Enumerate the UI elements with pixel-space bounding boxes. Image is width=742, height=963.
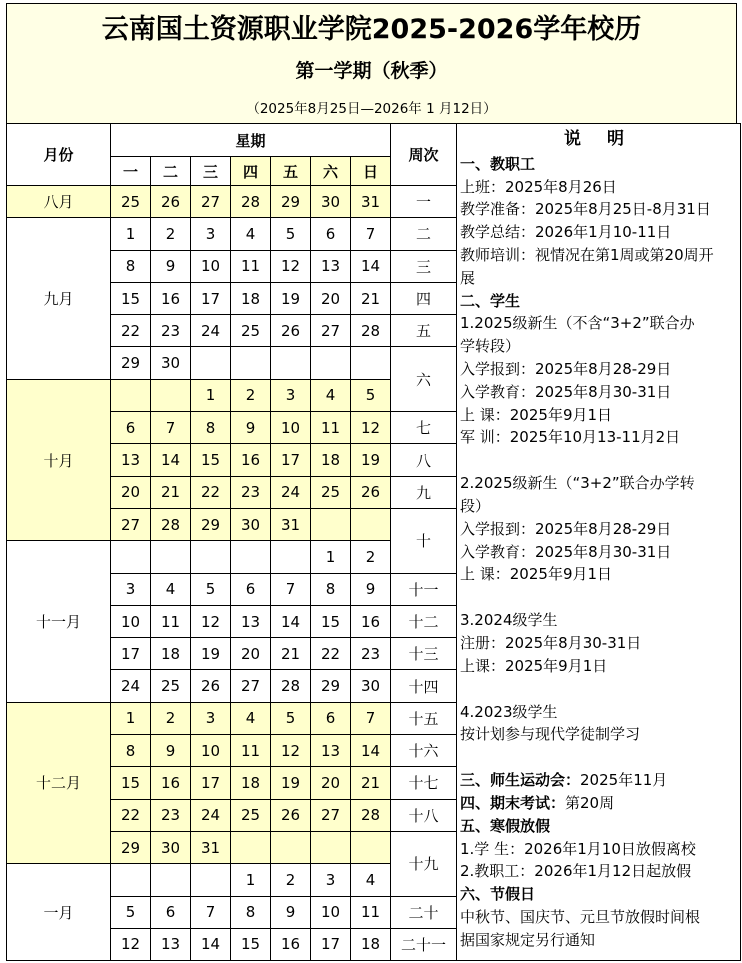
day-cell: 30: [231, 508, 271, 540]
day-cell: 25: [231, 799, 271, 831]
day-cell: 9: [351, 573, 391, 605]
day-cell: 19: [271, 767, 311, 799]
day-cell: 27: [231, 670, 271, 702]
day-cell: [151, 379, 191, 411]
day-cell: 21: [351, 767, 391, 799]
day-cell: [231, 541, 271, 573]
day-cell: 15: [191, 444, 231, 476]
day-cell: 28: [351, 315, 391, 347]
day-cell: 9: [271, 896, 311, 928]
day-cell: 30: [151, 831, 191, 863]
note-line: 入学教育：2025年8月30-31日: [460, 542, 672, 561]
day-cell: 14: [351, 250, 391, 282]
day-cell: 22: [111, 315, 151, 347]
day-cell: [231, 831, 271, 863]
day-cell: 27: [111, 508, 151, 540]
day-cell: 18: [231, 767, 271, 799]
day-cell: 16: [151, 282, 191, 314]
day-cell: 20: [311, 282, 351, 314]
note-line: [460, 769, 738, 792]
day-cell: 27: [191, 186, 231, 218]
day-cell: 7: [271, 573, 311, 605]
day-cell: 4: [351, 864, 391, 896]
day-cell: 29: [111, 347, 151, 379]
day-cell: 3: [311, 864, 351, 896]
day-cell: 7: [351, 218, 391, 250]
note-line: 上班：2025年8月26日: [460, 177, 617, 196]
day-cell: 29: [111, 831, 151, 863]
note-line: 上 课：2025年9月1日: [460, 565, 613, 584]
day-cell: 26: [351, 476, 391, 508]
note-line: 据国家规定另行通知: [460, 930, 596, 949]
note-line: 上 课：2025年9月1日: [460, 405, 613, 424]
day-cell: 20: [111, 476, 151, 508]
week-number-cell: 十四: [391, 670, 457, 702]
note-line: 学转段）: [460, 337, 521, 356]
day-cell: 5: [271, 218, 311, 250]
date-range: （2025年8月25日—2026年 1 月12日）: [6, 90, 737, 124]
day-cell: 15: [311, 605, 351, 637]
week-number-cell: 十: [391, 508, 457, 573]
day-cell: 5: [191, 573, 231, 605]
day-cell: [151, 864, 191, 896]
day-cell: 29: [311, 670, 351, 702]
note-line: 1.学 生：2026年1月10日放假离校: [460, 839, 696, 858]
day-cell: 17: [311, 928, 351, 960]
day-cell: 17: [271, 444, 311, 476]
note-line: [460, 746, 738, 769]
day-cell: [191, 347, 231, 379]
day-cell: 31: [271, 508, 311, 540]
note-line: 入学报到：2025年8月28-29日: [460, 519, 672, 538]
day-cell: 30: [151, 347, 191, 379]
day-cell: 2: [271, 864, 311, 896]
day-cell: 14: [191, 928, 231, 960]
day-cell: 27: [311, 799, 351, 831]
week-number-cell: 八: [391, 444, 457, 476]
day-cell: 31: [351, 186, 391, 218]
day-cell: 18: [311, 444, 351, 476]
day-cell: [271, 831, 311, 863]
day-cell: 17: [111, 638, 151, 670]
day-cell: 24: [191, 799, 231, 831]
week-number-cell: 十三: [391, 638, 457, 670]
month-cell: 十月: [7, 379, 111, 540]
weekday-3: 三: [191, 157, 231, 186]
week-number-cell: 一: [391, 186, 457, 218]
day-cell: 16: [151, 767, 191, 799]
week-number-cell: 二十一: [391, 928, 457, 960]
day-cell: 24: [271, 476, 311, 508]
day-cell: 20: [311, 767, 351, 799]
day-cell: 26: [191, 670, 231, 702]
day-cell: 21: [271, 638, 311, 670]
day-cell: 14: [151, 444, 191, 476]
day-cell: 13: [311, 735, 351, 767]
day-cell: 19: [191, 638, 231, 670]
day-cell: [271, 541, 311, 573]
week-number-cell: 九: [391, 476, 457, 508]
day-cell: 17: [191, 767, 231, 799]
note-line: 入学教育：2025年8月30-31日: [460, 382, 672, 401]
day-cell: 27: [311, 315, 351, 347]
note-line: 入学报到：2025年8月28-29日: [460, 359, 672, 378]
day-cell: 1: [231, 864, 271, 896]
day-cell: 30: [311, 186, 351, 218]
day-cell: 10: [191, 250, 231, 282]
day-cell: 5: [271, 702, 311, 734]
day-cell: 7: [151, 412, 191, 444]
note-line: [460, 586, 738, 609]
weekday-5: 五: [271, 157, 311, 186]
month-cell: 八月: [7, 186, 111, 218]
day-cell: 12: [271, 250, 311, 282]
notes-panel: [457, 124, 741, 961]
day-cell: 6: [231, 573, 271, 605]
day-cell: 30: [351, 670, 391, 702]
day-cell: 18: [231, 282, 271, 314]
weekday-1: 一: [111, 157, 151, 186]
day-cell: 2: [231, 379, 271, 411]
note-line: 二、学生: [460, 291, 521, 310]
day-cell: 3: [191, 702, 231, 734]
note-line: 上课：2025年9月1日: [460, 656, 608, 675]
month-header: 月份: [7, 124, 111, 186]
day-cell: [351, 347, 391, 379]
day-cell: 16: [351, 605, 391, 637]
day-cell: 24: [111, 670, 151, 702]
day-cell: [111, 541, 151, 573]
day-cell: 2: [151, 702, 191, 734]
day-cell: 25: [231, 315, 271, 347]
day-cell: 3: [191, 218, 231, 250]
week-number-cell: 十七: [391, 767, 457, 799]
day-cell: [191, 541, 231, 573]
notes-title: 说 明: [564, 129, 634, 149]
note-line: 军 训：2025年10月13-11月2日: [460, 428, 681, 447]
calendar-table: [6, 123, 741, 961]
day-cell: 13: [151, 928, 191, 960]
note-label: 四、期末考试：: [460, 793, 566, 812]
day-cell: 25: [111, 186, 151, 218]
day-cell: [231, 347, 271, 379]
day-cell: [191, 864, 231, 896]
day-cell: 5: [111, 896, 151, 928]
day-cell: 26: [151, 186, 191, 218]
note-line: [460, 792, 738, 815]
day-cell: 14: [271, 605, 311, 637]
day-cell: 14: [351, 735, 391, 767]
day-cell: 22: [191, 476, 231, 508]
note-line: 教师培训：视情况在第1周或第20周开: [460, 245, 714, 264]
week-number-cell: 十八: [391, 799, 457, 831]
day-cell: 4: [231, 702, 271, 734]
note-line: 3.2024级学生: [460, 611, 558, 630]
day-cell: [151, 541, 191, 573]
day-cell: 8: [231, 896, 271, 928]
day-cell: 15: [111, 282, 151, 314]
month-cell: 一月: [7, 864, 111, 961]
day-cell: 3: [271, 379, 311, 411]
day-cell: 15: [111, 767, 151, 799]
day-cell: 15: [231, 928, 271, 960]
day-cell: 16: [271, 928, 311, 960]
day-cell: [351, 831, 391, 863]
weekday-2: 二: [151, 157, 191, 186]
day-cell: 1: [111, 218, 151, 250]
day-cell: 4: [151, 573, 191, 605]
day-cell: [111, 864, 151, 896]
week-number-cell: 十二: [391, 605, 457, 637]
day-cell: [311, 508, 351, 540]
day-cell: 10: [191, 735, 231, 767]
day-cell: 8: [111, 735, 151, 767]
day-cell: 10: [111, 605, 151, 637]
day-cell: 3: [111, 573, 151, 605]
day-cell: 17: [191, 282, 231, 314]
day-cell: 11: [311, 412, 351, 444]
day-cell: 26: [271, 799, 311, 831]
month-cell: 九月: [7, 218, 111, 379]
day-cell: 21: [351, 282, 391, 314]
week-number-cell: 十五: [391, 702, 457, 734]
week-number-cell: 四: [391, 282, 457, 314]
week-number-cell: 六: [391, 347, 457, 412]
day-cell: 22: [111, 799, 151, 831]
week-number-cell: 五: [391, 315, 457, 347]
week-number-cell: 二十: [391, 896, 457, 928]
day-cell: 11: [351, 896, 391, 928]
day-cell: 28: [151, 508, 191, 540]
day-cell: 1: [191, 379, 231, 411]
day-cell: 4: [311, 379, 351, 411]
note-line: 注册：2025年8月30-31日: [460, 633, 642, 652]
day-cell: 7: [191, 896, 231, 928]
day-cell: 6: [311, 218, 351, 250]
day-cell: [311, 831, 351, 863]
day-cell: 5: [351, 379, 391, 411]
day-cell: 8: [191, 412, 231, 444]
note-value: 第20周: [565, 793, 615, 812]
day-cell: 8: [111, 250, 151, 282]
note-line: 教学总结：2026年1月10-11日: [460, 223, 672, 242]
day-cell: 10: [271, 412, 311, 444]
day-cell: 12: [111, 928, 151, 960]
day-cell: 6: [111, 412, 151, 444]
page-title: 云南国土资源职业学院2025-2026学年校历: [6, 3, 737, 50]
day-cell: 7: [351, 702, 391, 734]
day-cell: 31: [191, 831, 231, 863]
day-cell: 9: [151, 735, 191, 767]
week-number-cell: 十九: [391, 831, 457, 896]
day-cell: 12: [191, 605, 231, 637]
day-cell: 22: [311, 638, 351, 670]
day-cell: 23: [231, 476, 271, 508]
note-line: 展: [460, 268, 476, 287]
week-number-cell: 三: [391, 250, 457, 282]
day-cell: 26: [271, 315, 311, 347]
day-cell: 13: [311, 250, 351, 282]
note-line: 2.教职工：2026年1月12日起放假: [460, 862, 692, 881]
day-cell: 6: [311, 702, 351, 734]
note-line: 4.2023级学生: [460, 702, 558, 721]
day-cell: 8: [311, 573, 351, 605]
day-cell: 23: [351, 638, 391, 670]
semester-title: 第一学期（秋季）: [6, 49, 737, 91]
day-cell: 12: [271, 735, 311, 767]
weekday-4: 四: [231, 157, 271, 186]
month-cell: 十二月: [7, 702, 111, 863]
day-cell: 13: [111, 444, 151, 476]
day-cell: 4: [231, 218, 271, 250]
note-value: 2025年11月: [580, 771, 668, 790]
week-number-cell: 七: [391, 412, 457, 444]
day-cell: 21: [151, 476, 191, 508]
day-cell: 6: [151, 896, 191, 928]
day-cell: 19: [271, 282, 311, 314]
note-line: 教学准备：2025年8月25日-8月31日: [460, 200, 711, 219]
day-cell: 11: [231, 735, 271, 767]
week-number-cell: 十六: [391, 735, 457, 767]
note-line: 按计划参与现代学徒制学习: [460, 725, 641, 744]
day-cell: 28: [271, 670, 311, 702]
day-cell: 2: [151, 218, 191, 250]
day-cell: 1: [311, 541, 351, 573]
day-cell: 28: [231, 186, 271, 218]
day-cell: 11: [151, 605, 191, 637]
day-cell: 9: [231, 412, 271, 444]
day-cell: [111, 379, 151, 411]
week-number-cell: 二: [391, 218, 457, 250]
week-number-header: 周次: [391, 124, 457, 186]
note-line: 2.2025级新生（“3+2”联合办学转: [460, 474, 695, 493]
weekday-group-header: 星期: [111, 124, 391, 157]
day-cell: 18: [151, 638, 191, 670]
day-cell: 28: [351, 799, 391, 831]
day-cell: 2: [351, 541, 391, 573]
day-cell: [311, 347, 351, 379]
note-line: 段）: [460, 496, 491, 515]
note-label: 三、师生运动会：: [460, 771, 581, 790]
day-cell: [271, 347, 311, 379]
day-cell: 29: [271, 186, 311, 218]
note-line: [460, 678, 738, 701]
day-cell: [351, 508, 391, 540]
day-cell: 20: [231, 638, 271, 670]
day-cell: 1: [111, 702, 151, 734]
day-cell: 9: [151, 250, 191, 282]
day-cell: 12: [351, 412, 391, 444]
day-cell: 24: [191, 315, 231, 347]
week-number-cell: 十一: [391, 573, 457, 605]
day-cell: 13: [231, 605, 271, 637]
note-line: 一、教职工: [460, 154, 536, 173]
note-line: 六、节假日: [460, 885, 536, 904]
day-cell: 23: [151, 315, 191, 347]
day-cell: 18: [351, 928, 391, 960]
day-cell: 19: [351, 444, 391, 476]
day-cell: 16: [231, 444, 271, 476]
day-cell: 25: [311, 476, 351, 508]
day-cell: 11: [231, 250, 271, 282]
weekday-6: 六: [311, 157, 351, 186]
day-cell: 25: [151, 670, 191, 702]
weekday-7: 日: [351, 157, 391, 186]
note-line: 中秋节、国庆节、元旦节放假时间根: [460, 907, 701, 926]
day-cell: 23: [151, 799, 191, 831]
note-line: [460, 449, 738, 472]
note-line: 五、寒假放假: [460, 816, 551, 835]
month-cell: 十一月: [7, 541, 111, 702]
note-line: 1.2025级新生（不含“3+2”联合办: [460, 314, 695, 333]
day-cell: 10: [311, 896, 351, 928]
day-cell: 29: [191, 508, 231, 540]
